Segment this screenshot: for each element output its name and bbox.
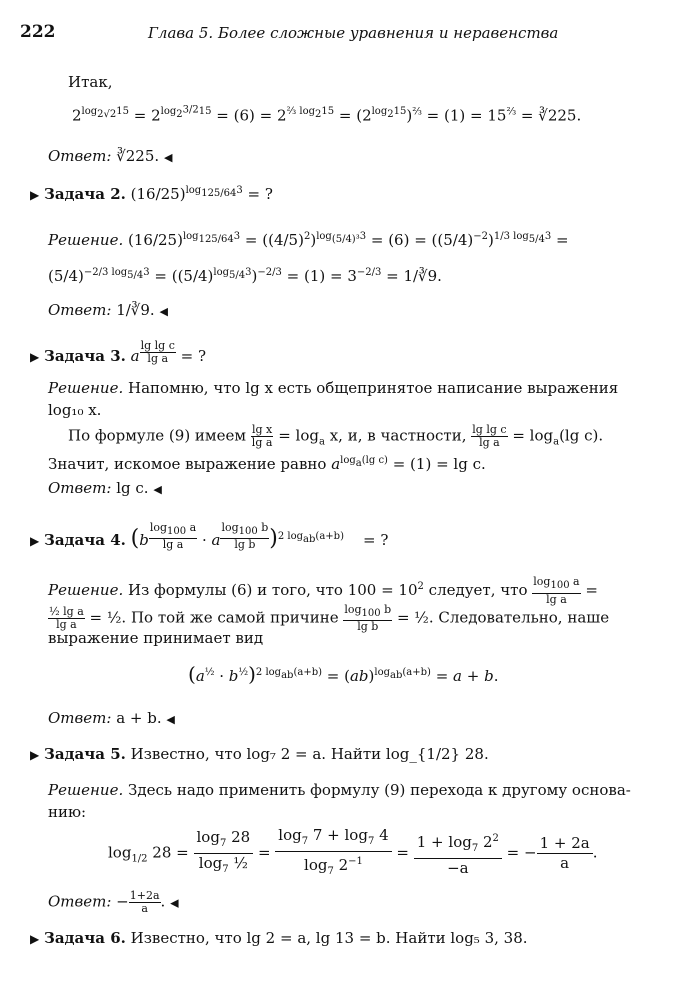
problem-3-solution-text2: По формуле (9) имеем $\frac{\text{lg x}}{\text{lg a}}$ = $\log_a x$, и, в частности, $\frac{\text{lg lg c}}{\text{lg a}}$ = $\log_a(\lg$ c). [68, 423, 604, 449]
problem-marker-icon: ▶ [30, 534, 40, 549]
problem-marker-icon: ▶ [30, 188, 40, 202]
problem-marker-icon: ▶ [30, 932, 40, 946]
problem-2-heading: ▶ Задача 2. $(16/25)^{log_{125/64}3}$ = ? [30, 185, 273, 203]
problem-4-solution-formula: $(a^{\frac{1}{2}} \cdot b^{\frac{1}{2}})^{2 log_{ab}(a+b)} = (ab)^{log_{ab}(a+b)} = a + b$. [188, 662, 499, 686]
problem-3-solution-text1: Решение. Напомню, что lg x есть общепринятое написание выражения [48, 379, 619, 397]
problem-2-answer: Ответ: 1/∛9. ◀ [48, 301, 168, 319]
task1-formula: $2^{log_{2√2}15} = 2^{log_{2^{3/2}}15} = (6) = 2^{\frac{2}{3} log_215} = (2^{log_215})^{\frac{2}{3}} = (1) = 15^{\frac{2}{3}}$ = ∛225. [72, 105, 582, 125]
end-marker-icon: ◀ [159, 305, 168, 318]
chapter-title: Глава 5. Более сложные уравнения и неравенства [148, 24, 559, 42]
problem-4-solution-text1: Решение. Из формулы (6) и того, что $100 = 10^2$ следует, что $\frac{\log_{100} a}{\text{lg a}}$ = [48, 575, 598, 606]
problem-4-heading: ▶ Задача 4. (b $^{\frac{\log_{100} a}{\text{lg a}}}$ · a $^{\frac{\log_{100} b}{\text{lg b}}}$ )$^{2 log_{ab}(a+b)}$ = ? [30, 521, 389, 552]
task1-answer: Ответ: ∛225. ◀ [48, 147, 173, 165]
problem-5-answer: Ответ: − $\frac{1+2a}{a}$ . ◀ [48, 889, 179, 915]
problem-5-heading: ▶ Задача 5. Известно, что log₇ 2 = a. Найти log_{1/2} 28. [30, 745, 489, 763]
problem-4-solution-text2: $\frac{\text{½ lg a}}{\text{lg a}}$ = ½. По той же самой причине $\frac{\log_{100} b}{\text{lg b}}$ = ½. Следовательно, наше [49, 603, 610, 634]
end-marker-icon: ◀ [163, 151, 173, 164]
problem-marker-icon: ▶ [30, 350, 40, 364]
end-marker-icon: ◀ [166, 713, 175, 726]
problem-5-solution-text1: Решение. Здесь надо применить формулу (9) перехода к другому основа- [48, 781, 631, 799]
problem-3-answer: Ответ: lg c. ◀ [48, 479, 162, 497]
page-number: 222 [20, 22, 56, 42]
problem-3-solution-text1b: log₁₀ x. [48, 401, 102, 419]
problem-3-heading: ▶ Задача 3. a $^{\frac{\text{lg lg c}}{\text{lg a}}}$ = ? [30, 339, 207, 365]
problem-4-solution-text3: выражение принимает вид [48, 629, 264, 647]
problem-5-solution-formula: $\log_{1/2} 28$ = $\frac{\log_7 28}{\log_7 \frac{1}{2}}$ = $\frac{\log_7 7 + \log_7 4}{\log_7 2^{-1}}$ = $\frac{1 + \log_7 2^2}{-a}$ = − $\frac{1 + 2a}{a}$ . [108, 826, 598, 877]
problem-5-solution-text2: нию: [48, 803, 87, 821]
end-marker-icon: ◀ [170, 896, 179, 910]
problem-3-solution-text3: Значит, искомое выражение равно $a^{log_a(lg c)} = (1) = \lg c$. [48, 455, 486, 473]
itak-line: Итак, [68, 73, 113, 91]
problem-6-heading: ▶ Задача 6. Известно, что lg 2 = a, lg 13 = b. Найти log₅ 3, 38. [30, 929, 528, 947]
end-marker-icon: ◀ [153, 483, 162, 496]
problem-marker-icon: ▶ [30, 748, 40, 762]
problem-4-answer: Ответ: a + b. ◀ [48, 709, 175, 727]
problem-2-solution-line2: $(5/4)^{-2/3 log_{5/4}3} = ((5/4)^{log_{5/4}3})^{-2/3} = (1) = 3^{-2/3}$ = 1/∛9. [48, 267, 442, 285]
problem-2-solution-line1: Решение. $(16/25)^{log_{125/64}3} = ((4/5)^2)^{log_{(5/4)^3}3} = (6) = ((5/4)^{-2})^{1/3 log_{5/4}3}$ = [48, 231, 569, 249]
